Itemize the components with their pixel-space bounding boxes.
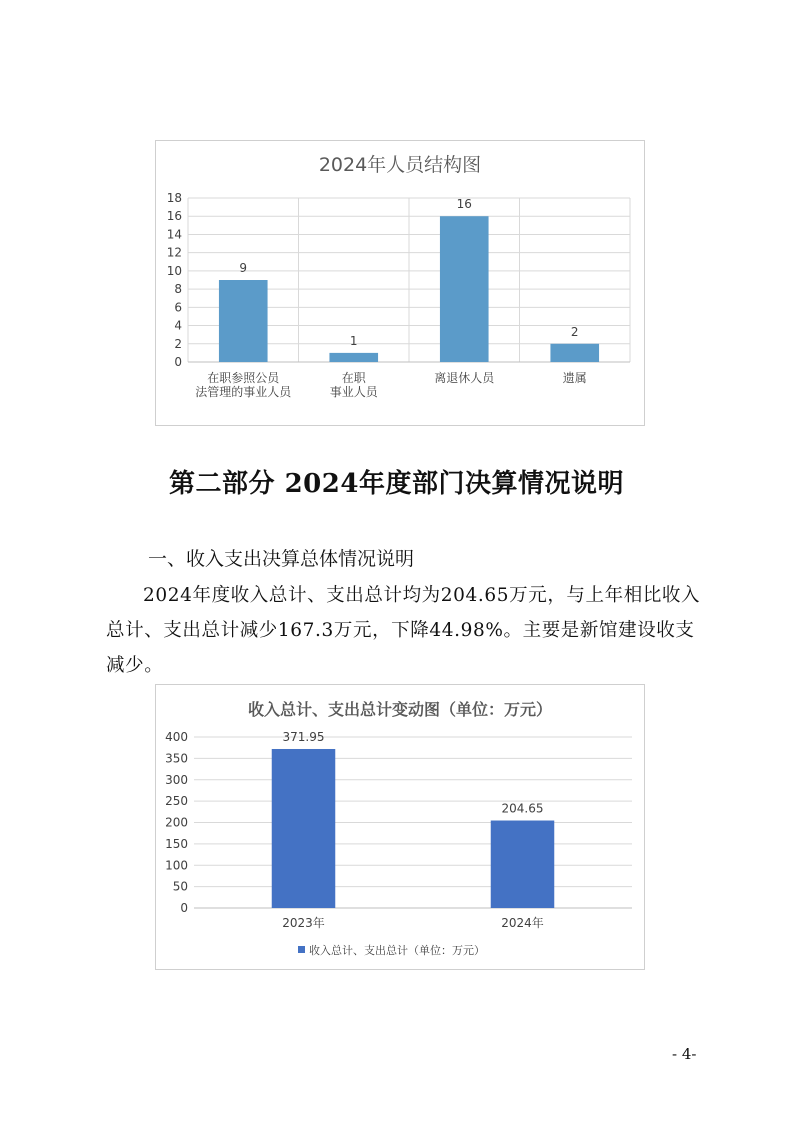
x-tick-label: 在职 <box>341 371 366 385</box>
bar <box>491 821 555 908</box>
y-tick-label: 18 <box>166 191 182 205</box>
x-tick-label: 遗属 <box>562 371 587 385</box>
x-tick-label: 离退休人员 <box>434 371 495 385</box>
body-paragraph <box>106 578 706 683</box>
income-chart-svg <box>156 685 644 969</box>
y-tick-label: 8 <box>174 282 182 297</box>
y-tick-label: 250 <box>165 794 188 809</box>
x-tick-label: 2023年 <box>282 916 325 930</box>
y-tick-label: 0 <box>174 355 182 369</box>
y-tick-label: 300 <box>165 772 188 787</box>
y-tick-label: 14 <box>166 227 182 242</box>
personnel-chart-svg <box>156 141 644 425</box>
data-label: 204.65 <box>501 801 544 816</box>
bar <box>329 353 378 362</box>
y-tick-label: 200 <box>165 815 188 830</box>
chart-title: 2024年人员结构图 <box>318 154 482 176</box>
y-tick-label: 400 <box>165 730 188 744</box>
legend-label: 收入总计、支出总计（单位：万元） <box>309 944 485 957</box>
y-tick-label: 100 <box>165 858 188 873</box>
y-tick-label: 16 <box>166 209 182 224</box>
bar <box>272 749 336 908</box>
y-tick-label: 0 <box>180 901 188 915</box>
y-tick-label: 10 <box>166 263 182 278</box>
y-tick-label: 350 <box>165 751 188 766</box>
data-label: 16 <box>456 197 472 212</box>
personnel-structure-chart <box>155 140 645 426</box>
data-label: 371.95 <box>282 729 325 744</box>
x-tick-label: 事业人员 <box>329 385 378 399</box>
chart-title: 收入总计、支出总计变动图（单位：万元） <box>247 700 553 719</box>
y-tick-label: 6 <box>174 300 182 315</box>
income-expense-chart <box>155 684 645 970</box>
y-tick-label: 12 <box>166 245 182 260</box>
part-title: 第二部分 2024年度部门决算情况说明 <box>169 469 624 499</box>
paragraph-text: 2024年度收入总计、支出总计均为204.65万元，与上年相比收入总计、支出总计减少167.3万元，下降44.98%。主要是新馆建设收支减少。 <box>106 585 701 676</box>
data-label: 2 <box>570 324 579 339</box>
legend-swatch <box>298 946 305 953</box>
bar <box>440 216 489 362</box>
legend <box>298 943 485 957</box>
bar <box>219 280 268 362</box>
y-tick-label: 4 <box>174 318 182 333</box>
x-tick-label: 法管理的事业人员 <box>195 385 292 399</box>
x-tick-label: 在职参照公员 <box>207 371 280 385</box>
data-label: 9 <box>239 261 248 275</box>
y-tick-label: 2 <box>174 336 182 351</box>
data-label: 1 <box>349 333 358 348</box>
bar <box>550 344 599 362</box>
y-tick-label: 50 <box>172 879 188 894</box>
x-tick-label: 2024年 <box>501 916 544 930</box>
y-tick-label: 150 <box>165 836 188 851</box>
section-title: 一、收入支出决算总体情况说明 <box>148 548 415 570</box>
page-number: - 4- <box>672 1045 697 1063</box>
